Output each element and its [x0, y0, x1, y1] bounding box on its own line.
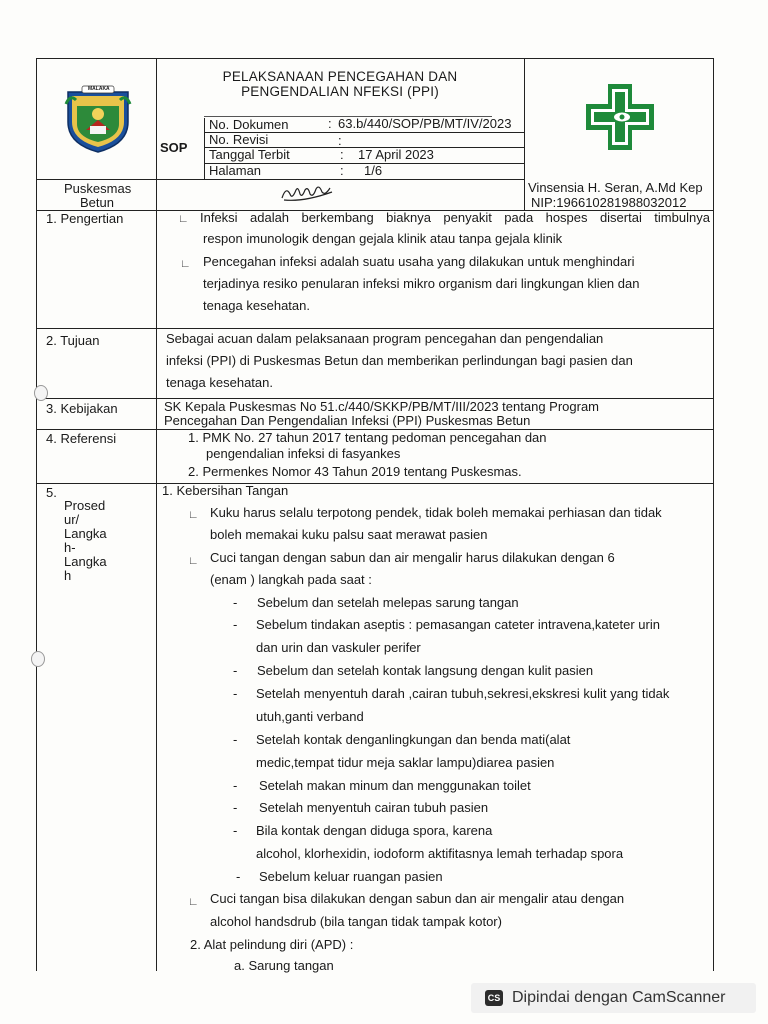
section-label-prosedur-3: Langka [64, 526, 107, 541]
p3-line1: Cuci tangan bisa dilakukan dengan sabun dan air mengalir atau dengan [210, 891, 625, 906]
field-value-halaman: 1/6 [364, 163, 383, 178]
d4-line1: Setelah menyentuh darah ,cairan tubuh,sekresi,ekskresi kulit yang tidak [256, 686, 670, 701]
section-label-prosedur-1: Prosed [64, 498, 106, 513]
field-value-no-dokumen: 63.b/440/SOP/PB/MT/IV/2023 [338, 116, 512, 131]
item-2-heading: 2. Alat pelindung diri (APD) : [190, 937, 354, 952]
section-label-prosedur-4: h- [64, 540, 76, 555]
tujuan-line3: tenaga kesehatan. [166, 375, 273, 390]
d6: Setelah makan minum dan menggunakan toilet [259, 778, 531, 793]
field-sep-tanggal-terbit: : [340, 147, 344, 162]
row4-bottom-divider [36, 483, 714, 484]
p3-line2: alcohol handsdrub (bila tangan tidak tampak kotor) [210, 914, 502, 929]
field-label-no-dokumen: No. Dokumen [209, 117, 289, 132]
referensi-2: 2. Permenkes Nomor 43 Tahun 2019 tentang Puskesmas. [188, 464, 522, 479]
regency-logo [62, 82, 134, 154]
dash-bullet: - [233, 778, 238, 793]
item-1-heading: 1. Kebersihan Tangan [162, 483, 289, 498]
section-label-prosedur-5: Langka [64, 554, 107, 569]
item-2a: a. Sarung tangan [234, 958, 334, 973]
d2-line2: dan urin dan vaskuler perifer [256, 640, 421, 655]
field-label-halaman: Halaman [209, 163, 262, 178]
punch-hole-mark [31, 651, 45, 667]
table-right-border [713, 58, 714, 971]
camscanner-watermark [471, 983, 756, 1013]
p2-line1: Cuci tangan dengan sabun dan air mengalir harus dilakukan dengan 6 [210, 550, 615, 565]
d8-line2: alcohol, klorhexidin, iodoform aktifitasnya lemah terhadap spora [256, 846, 624, 861]
field-sep-no-revisi: : [338, 133, 342, 148]
watermark-text: Dipindai dengan CamScanner [512, 989, 726, 1006]
sop-label: SOP [160, 140, 188, 155]
table-top-border [36, 58, 714, 59]
pengertian-b2-line1: Pencegahan infeksi adalah suatu usaha yang dilakukan untuk menghindari [203, 254, 635, 269]
section-label-kebijakan: 3. Kebijakan [46, 401, 118, 416]
dash-bullet: - [233, 595, 238, 610]
section-label-prosedur-6: h [64, 568, 72, 583]
pengertian-b1-line2: respon imunologik dengan gejala klinik atau tanpa gejala klinik [203, 231, 563, 246]
org-name-line2: Betun [80, 195, 114, 210]
field-value-tanggal-terbit: 17 April 2023 [358, 147, 434, 162]
document-title-line1: PELAKSANAAN PENCEGAHAN DAN [222, 69, 458, 84]
referensi-1-line2: pengendalian infeksi di fasyankes [206, 446, 401, 461]
pengertian-b1-line1: Infeksi adalah berkembang biaknya penyakit pada hospes disertai timbulnya [200, 210, 710, 225]
dash-bullet: - [233, 823, 238, 838]
d5-line1: Setelah kontak denganlingkungan dan benda mati(alat [256, 732, 571, 747]
signature [278, 180, 338, 204]
camscanner-icon: CS [485, 990, 503, 1006]
dash-bullet: - [233, 617, 238, 632]
bullet-icon: ∟ [180, 258, 191, 270]
dash-bullet: - [233, 686, 238, 701]
field-sep-no-dokumen: : [328, 116, 332, 131]
section-label-referensi: 4. Referensi [46, 431, 117, 446]
d4-line2: utuh,ganti verband [256, 709, 364, 724]
signer-nip: NIP:196610281988032012 [531, 195, 687, 210]
referensi-1-line1: 1. PMK No. 27 tahun 2017 tentang pedoman pencegahan dan [188, 430, 547, 445]
regency-logo-banner: MALAKA [88, 86, 110, 92]
sop-label-divider [204, 118, 205, 180]
d7: Setelah menyentuh cairan tubuh pasien [259, 800, 489, 815]
signer-name: Vinsensia H. Seran, A.Md Kep [528, 180, 703, 195]
dash-bullet: - [236, 869, 241, 884]
bullet-icon: ∟ [188, 896, 199, 908]
pengertian-b2-line3: tenaga kesehatan. [203, 298, 310, 313]
bullet-icon: ∟ [188, 555, 199, 567]
tujuan-line1: Sebagai acuan dalam pelaksanaan program pencegahan dan pengendalian [166, 331, 604, 346]
d3: Sebelum dan setelah kontak langsung dengan kulit pasien [257, 663, 594, 678]
d2-line1: Sebelum tindakan aseptis : pemasangan cateter intravena,kateter urin [256, 617, 660, 632]
table-left-border [36, 58, 37, 971]
p2-line2: (enam ) langkah pada saat : [210, 572, 372, 587]
punch-hole-mark [34, 385, 48, 401]
field-label-no-revisi: No. Revisi [209, 132, 269, 147]
bullet-icon: ∟ [178, 213, 189, 225]
org-name-line1: Puskesmas [64, 181, 132, 196]
section-number-5: 5. [46, 485, 57, 500]
kebijakan-line1: SK Kepala Puskesmas No 51.c/440/SKKP/PB/MT/III/2023 tentang Program [164, 399, 600, 414]
field-sep-halaman: : [340, 163, 344, 178]
section-label-pengertian: 1. Pengertian [46, 211, 124, 226]
d1: Sebelum dan setelah melepas sarung tangan [257, 595, 519, 610]
section-label-prosedur-2: ur/ [64, 512, 80, 527]
dash-bullet: - [233, 732, 238, 747]
label-column-divider [156, 58, 157, 971]
d8-line1: Bila kontak dengan diduga spora, karena [256, 823, 493, 838]
section-label-tujuan: 2. Tujuan [46, 333, 100, 348]
row1-bottom-divider [36, 328, 714, 329]
tujuan-line2: infeksi (PPI) di Puskesmas Betun dan memberikan perlindungan bagi pasien dan [166, 353, 633, 368]
field-label-tanggal-terbit: Tanggal Terbit [209, 147, 290, 162]
d5-line2: medic,tempat tidur meja saklar lampu)diarea pasien [256, 755, 555, 770]
document-title-line2: PENGENDALIAN NFEKSI (PPI) [241, 84, 439, 99]
p1-line2: boleh memakai kuku palsu saat merawat pasien [210, 527, 488, 542]
puskesmas-logo [584, 82, 656, 152]
bullet-icon: ∟ [188, 509, 199, 521]
p1-line1: Kuku harus selalu terpotong pendek, tidak boleh memakai perhiasan dan tidak [210, 505, 662, 520]
dash-bullet: - [233, 800, 238, 815]
header-right-divider [524, 58, 525, 210]
pengertian-b2-line2: terjadinya resiko penularan infeksi mikro organism dari lingkungan klien dan [203, 276, 640, 291]
d9: Sebelum keluar ruangan pasien [259, 869, 443, 884]
dash-bullet: - [233, 663, 238, 678]
kebijakan-line2: Pencegahan Dan Pengendalian Infeksi (PPI) Puskesmas Betun [164, 413, 531, 428]
